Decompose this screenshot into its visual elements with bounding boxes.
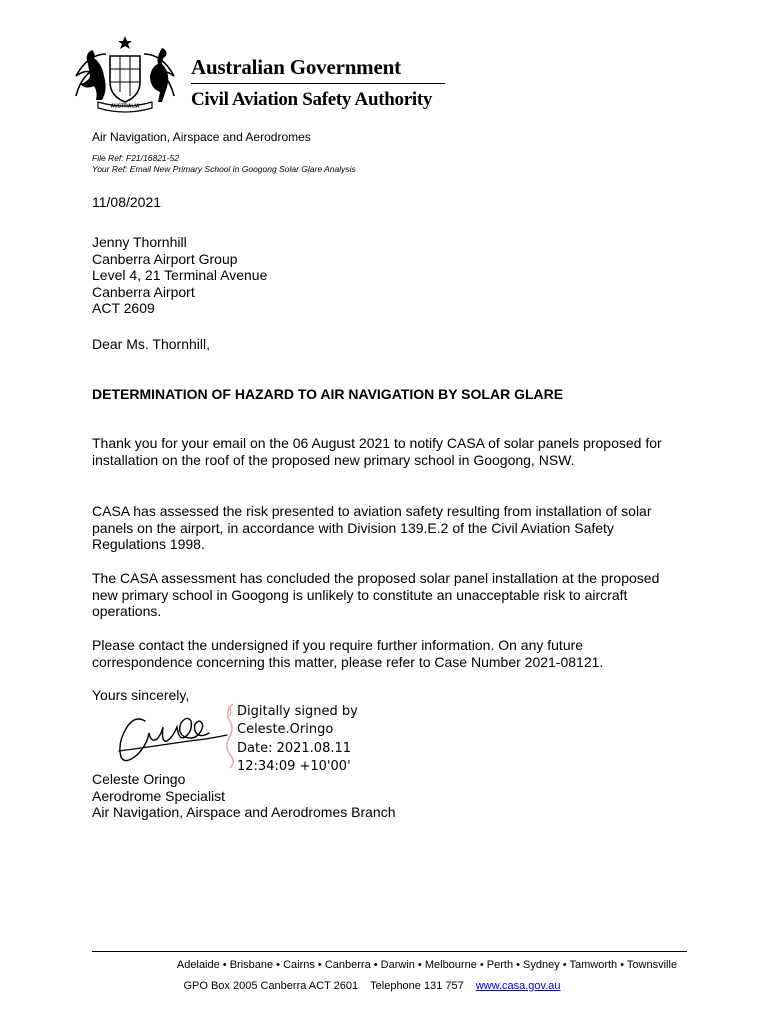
letterhead-divider — [191, 83, 445, 84]
letter-date: 11/08/2021 — [92, 194, 162, 210]
recipient-address — [92, 234, 267, 317]
digital-signature-line: Celeste.Oringo — [237, 722, 334, 738]
coat-of-arms-logo — [66, 34, 184, 114]
digital-signature-text — [237, 703, 358, 776]
your-reference: Your Ref: Email New Primary School in Googong Solar Glare Analysis — [92, 164, 356, 174]
body-paragraph: CASA has assessed the risk presented to aviation safety resulting from installation of solar panels on the airport, in accordance with Division 139.E.2 of the Civil Aviation Safety Regulations 1998. — [92, 503, 652, 553]
body-paragraph: The CASA assessment has concluded the proposed solar panel installation at the proposed new primary school in Googong is unlikely to constitute an unacceptable risk to aircraft operations. — [92, 570, 660, 620]
footer-telephone: Telephone 131 757 — [370, 980, 464, 992]
government-title: Australian Government — [191, 55, 401, 79]
handwritten-signature — [115, 703, 233, 773]
subject-heading: DETERMINATION OF HAZARD TO AIR NAVIGATION BY SOLAR GLARE — [92, 386, 564, 402]
closing: Yours sincerely, — [92, 687, 190, 703]
recipient-state-postcode: ACT 2609 — [92, 300, 155, 317]
division-name: Air Navigation, Airspace and Aerodromes — [92, 130, 311, 144]
recipient-name: Jenny Thornhill — [92, 234, 187, 250]
signer-branch: Air Navigation, Airspace and Aerodromes Branch — [92, 804, 396, 821]
digital-signature-line: Digitally signed by — [237, 704, 358, 719]
body-paragraph: Please contact the undersigned if you require further information. On any future correspondence concerning this matter, please refer to Case Number 2021-08121. — [92, 637, 604, 670]
footer-divider — [92, 951, 687, 952]
footer-offices: Adelaide • Brisbane • Cairns • Canberra • Darwin • Melbourne • Perth • Sydney • Tamworth • Townsville — [176, 959, 678, 971]
svg-text:AUSTRALIA: AUSTRALIA — [110, 103, 140, 110]
salutation: Dear Ms. Thornhill, — [92, 336, 211, 352]
digital-signature-line: 12:34:09 +10'00' — [237, 758, 351, 774]
signer-block — [92, 771, 396, 821]
recipient-street: Level 4, 21 Terminal Avenue — [92, 267, 268, 284]
website-link[interactable]: www.casa.gov.au — [475, 980, 561, 992]
footer-contact — [92, 980, 652, 992]
authority-title: Civil Aviation Safety Authority — [191, 89, 433, 110]
body-paragraph: Thank you for your email on the 06 August 2021 to notify CASA of solar panels proposed for installation on the roof of the proposed new primary school in Googong, NSW. — [92, 435, 662, 468]
file-reference: File Ref: F21/16821-52 — [92, 153, 179, 163]
recipient-locality: Canberra Airport — [92, 283, 195, 300]
signer-name: Celeste Oringo — [92, 771, 186, 787]
signer-title: Aerodrome Specialist — [92, 787, 226, 804]
digital-signature-line: Date: 2021.08.11 — [237, 740, 352, 756]
footer-po-box: GPO Box 2005 Canberra ACT 2601 — [183, 980, 359, 992]
recipient-organisation: Canberra Airport Group — [92, 250, 238, 267]
